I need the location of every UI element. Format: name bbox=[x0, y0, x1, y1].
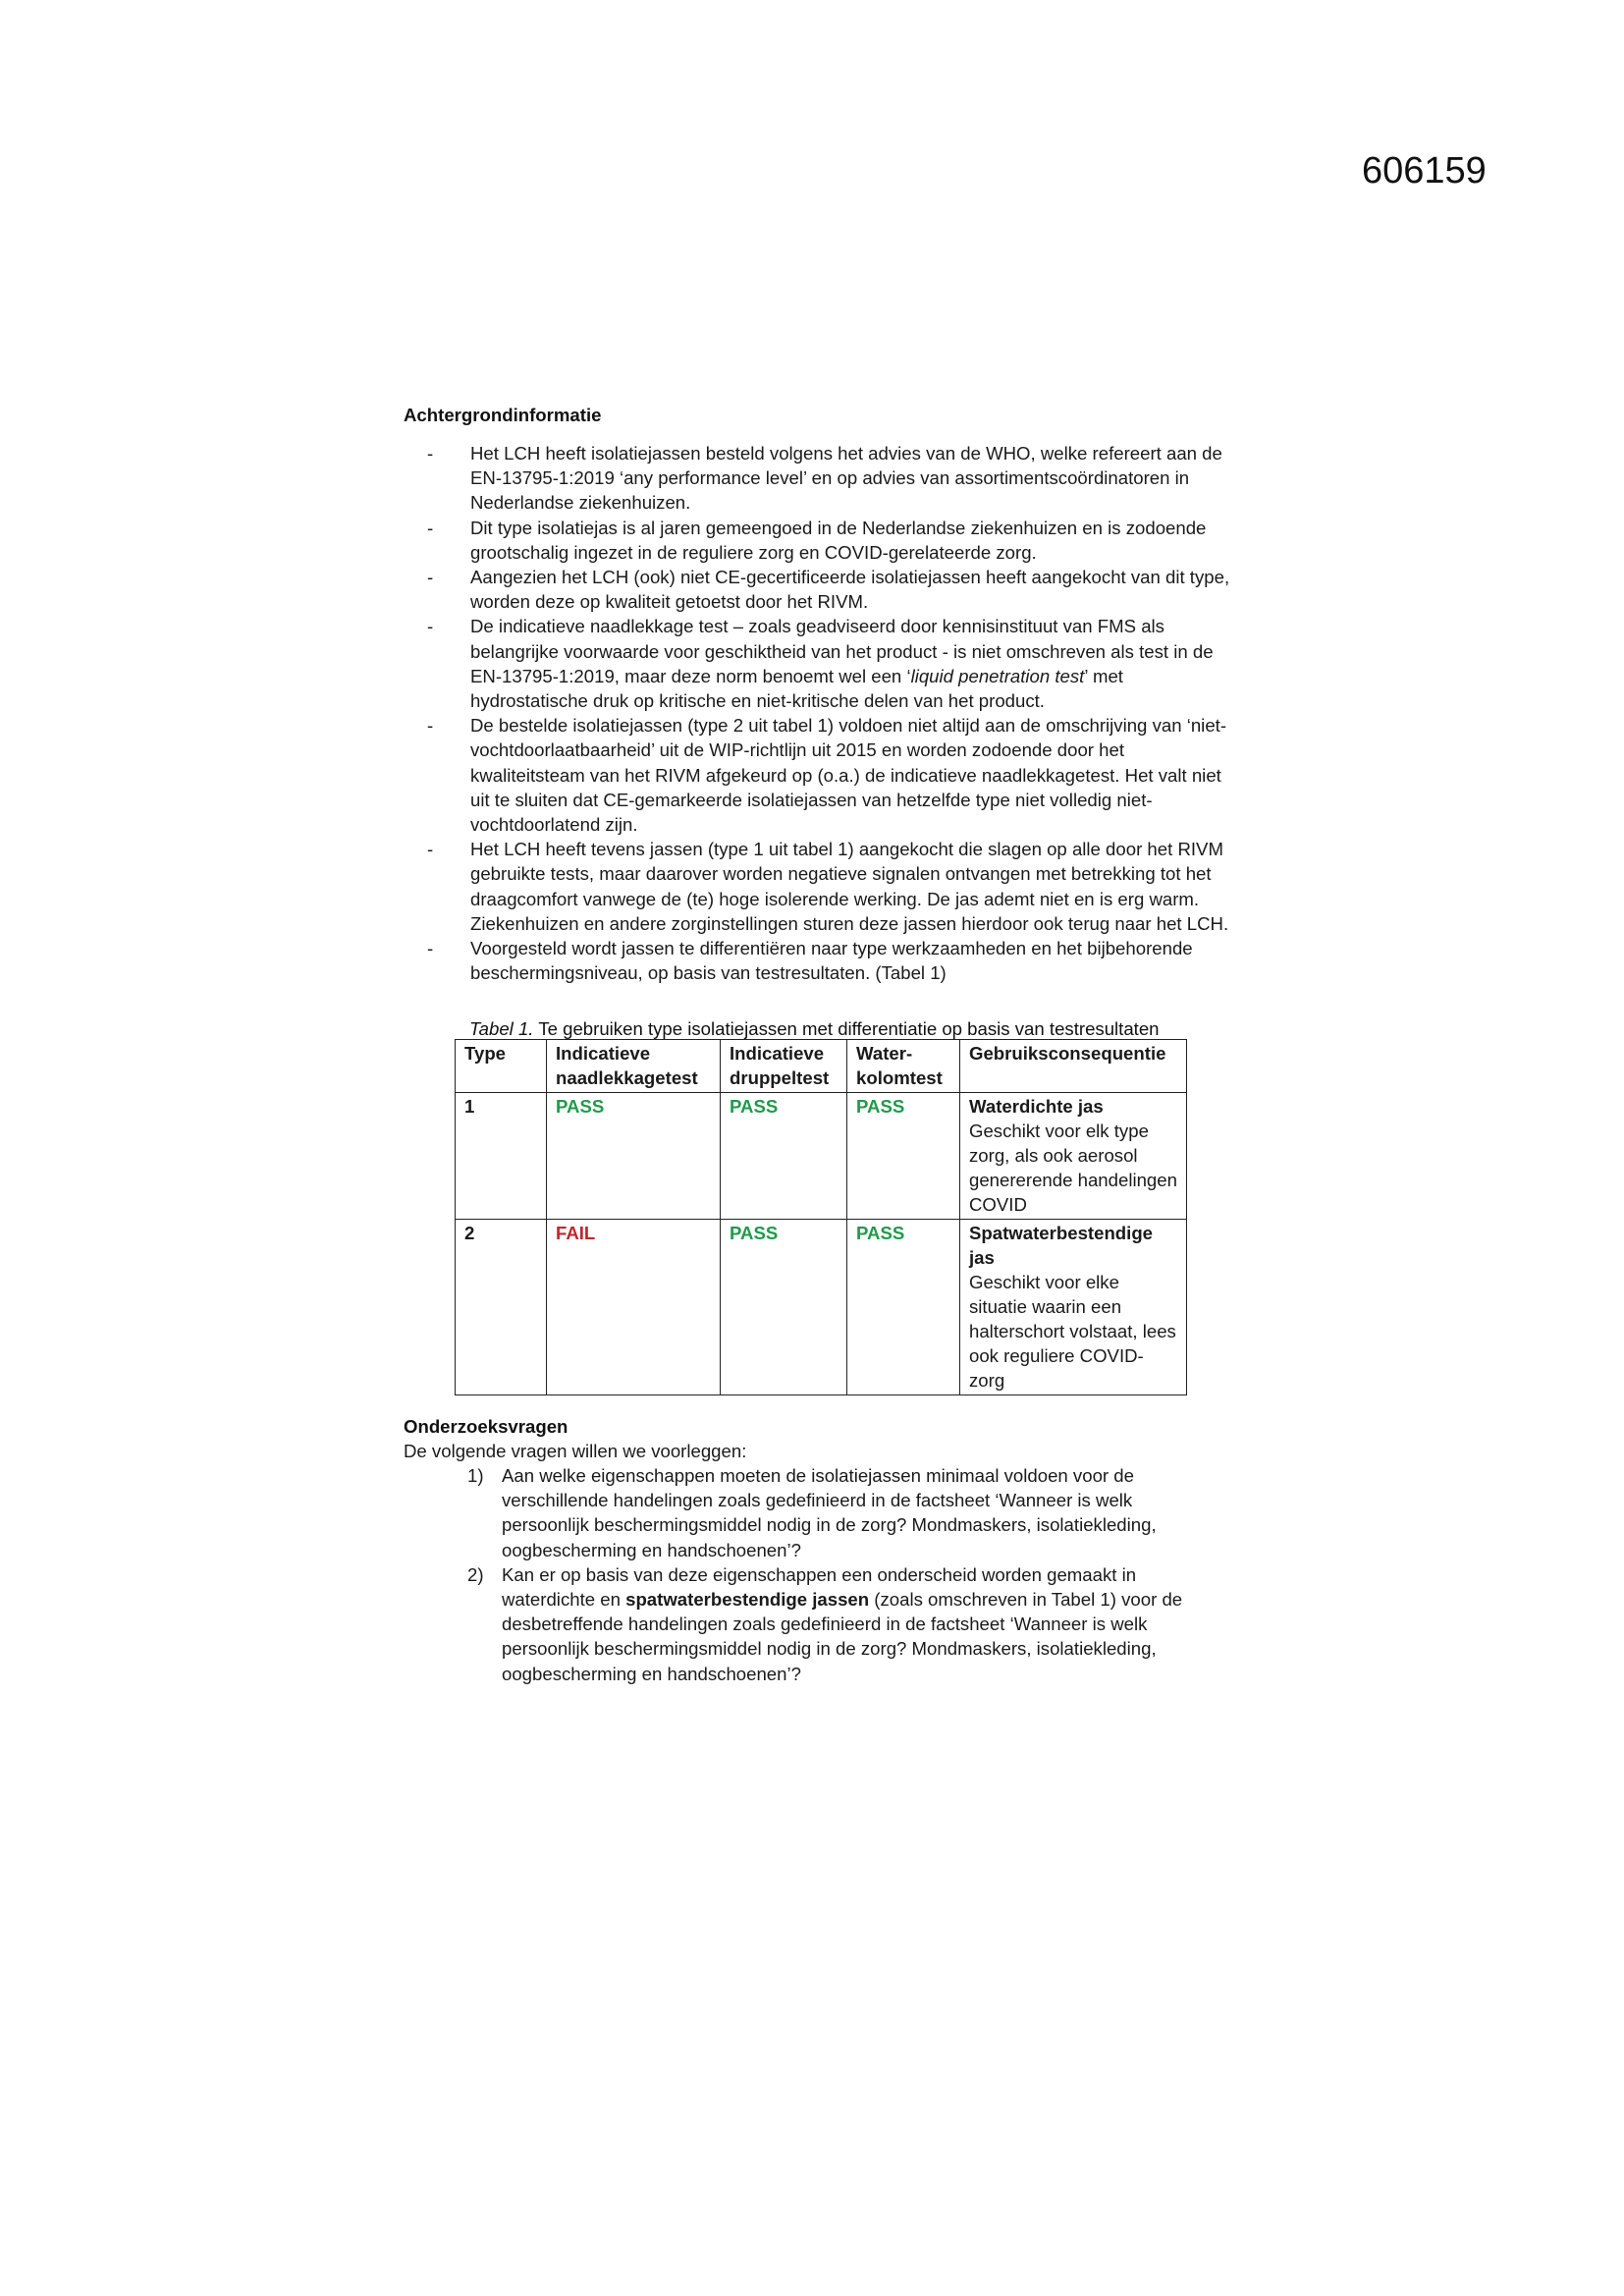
question-text-part: (zoals omschreven in Tabel 1) voor de desbetreffende handelingen zoals gedefinieerd in de factsheet ‘Wanneer is welk persoonlijk beschermingsmiddel nodig in de zorg? Mondmaskers, isolatiekleding, oogbescherming en handschoenen’? bbox=[502, 1589, 1183, 1684]
bullet-text-italic: liquid penetration test bbox=[910, 665, 1085, 686]
bullet-text: Dit type isolatiejas is al jaren gemeengoed in de Nederlandse ziekenhuizen en is zodoende grootschalig ingezet in de reguliere zorg en COVID-gerelateerde zorg. bbox=[470, 517, 1207, 563]
table-caption-text: Te gebruiken type isolatiejassen met differentiatie op basis van testresultaten bbox=[533, 1018, 1160, 1039]
question-item bbox=[404, 1562, 1189, 1686]
section-title-questions: Onderzoeksvragen bbox=[404, 1416, 568, 1437]
consequence-title: Waterdichte jas bbox=[969, 1096, 1104, 1117]
bullet-text-part: De indicatieve naadlekkage test – zoals geadviseerd door kennisinstituut van FMS als belangrijke voorwaarde voor geschiktheid van het product - is niet omschreven als test in de EN-13795-1:2019, maar deze norm benoemt wel een ‘ bbox=[470, 616, 1214, 686]
cell-druppel-result: PASS bbox=[721, 1093, 847, 1220]
bullet-item bbox=[404, 614, 1238, 713]
table-row bbox=[456, 1220, 1187, 1395]
bullet-text: Aangezien het LCH (ook) niet CE-gecertificeerde isolatiejassen heeft aangekocht van dit type, worden deze op kwaliteit getoetst door het RIVM. bbox=[470, 567, 1230, 613]
gown-type-table bbox=[455, 1039, 1187, 1395]
questions-list bbox=[404, 1463, 1189, 1686]
question-text-bold: spatwaterbestendige jassen bbox=[625, 1589, 870, 1611]
question-item bbox=[404, 1463, 1189, 1562]
cell-type: 1 bbox=[456, 1093, 547, 1220]
bullet-dash: - bbox=[427, 517, 434, 538]
bullet-item bbox=[404, 565, 1238, 614]
question-number: 1) bbox=[467, 1465, 484, 1486]
header-type: Type bbox=[456, 1040, 547, 1093]
cell-waterkolom-result: PASS bbox=[847, 1093, 960, 1220]
consequence-description: Geschikt voor elke situatie waarin een halterschort volstaat, lees ook reguliere COVID-zorg bbox=[969, 1272, 1176, 1391]
table-caption bbox=[469, 1016, 1160, 1041]
bullet-text-part: ’ met hydrostatische druk op kritische en niet-kritische delen van het product. bbox=[470, 665, 1123, 712]
bullet-dash: - bbox=[427, 443, 434, 464]
section-title-background: Achtergrondinformatie bbox=[404, 405, 602, 425]
bullet-item bbox=[404, 936, 1238, 985]
consequence-description: Geschikt voor elk type zorg, als ook aerosol genererende handelingen COVID bbox=[969, 1121, 1177, 1215]
bullet-text: Het LCH heeft isolatiejassen besteld volgens het advies van de WHO, welke refereert aan de EN-13795-1:2019 ‘any performance level’ en op advies van assortimentscoördinatoren in Nederlandse ziekenhuizen. bbox=[470, 443, 1222, 514]
bullet-dash: - bbox=[427, 567, 434, 588]
cell-consequence bbox=[960, 1093, 1187, 1220]
bullet-item bbox=[404, 516, 1238, 565]
bullet-item bbox=[404, 837, 1238, 936]
cell-naadlekkage-result: PASS bbox=[547, 1093, 721, 1220]
question-text-part: Kan er op basis van deze eigenschappen een onderscheid worden gemaakt in waterdichte en bbox=[502, 1563, 1137, 1611]
header-waterkolomtest: Water-kolomtest bbox=[847, 1040, 960, 1093]
cell-waterkolom-result: PASS bbox=[847, 1220, 960, 1395]
bullet-dash: - bbox=[427, 715, 434, 737]
table-header-row bbox=[456, 1040, 1187, 1093]
background-bullet-list bbox=[404, 441, 1238, 985]
bullet-text: Voorgesteld wordt jassen te differentiëren naar type werkzaamheden en het bijbehorende beschermingsniveau, op basis van testresultaten. (Tabel 1) bbox=[470, 938, 1193, 984]
bullet-text bbox=[470, 614, 1238, 713]
header-naadlekkagetest: Indicatieve naadlekkagetest bbox=[547, 1040, 721, 1093]
bullet-dash: - bbox=[427, 938, 434, 959]
questions-intro: De volgende vragen willen we voorleggen: bbox=[404, 1441, 747, 1461]
cell-druppel-result: PASS bbox=[721, 1220, 847, 1395]
question-text: Aan welke eigenschappen moeten de isolatiejassen minimaal voldoen voor de verschillende handelingen zoals gedefinieerd in de factsheet ‘Wanneer is welk persoonlijk beschermingsmiddel nodig in de zorg? Mondmaskers, isolatiekleding, oogbescherming en handschoenen’? bbox=[502, 1465, 1157, 1560]
bullet-dash: - bbox=[427, 616, 434, 637]
bullet-text: Het LCH heeft tevens jassen (type 1 uit tabel 1) aangekocht die slagen op alle door het RIVM gebruikte tests, maar daarover worden negatieve signalen ontvangen met betrekking tot het draagcomfort vanwege de (te) hoge isolerende werking. De jas ademt niet en is erg warm. Ziekenhuizen en andere zorginstellingen sturen deze jassen hierdoor ook terug naar het LCH. bbox=[470, 839, 1229, 934]
bullet-item bbox=[404, 713, 1238, 837]
document-number: 606159 bbox=[1362, 150, 1487, 191]
bullet-dash: - bbox=[427, 839, 434, 860]
cell-type: 2 bbox=[456, 1220, 547, 1395]
cell-naadlekkage-result: FAIL bbox=[547, 1220, 721, 1395]
cell-consequence bbox=[960, 1220, 1187, 1395]
header-gebruiksconsequentie: Gebruiksconsequentie bbox=[960, 1040, 1187, 1093]
table-caption-label: Tabel 1. bbox=[469, 1018, 534, 1039]
question-number: 2) bbox=[467, 1563, 484, 1585]
table-row bbox=[456, 1093, 1187, 1220]
bullet-item bbox=[404, 441, 1238, 516]
bullet-text: De bestelde isolatiejassen (type 2 uit tabel 1) voldoen niet altijd aan de omschrijving van ‘niet-vochtdoorlaatbaarheid’ uit de WIP-richtlijn uit 2015 en worden zodoende door het kwaliteitsteam van het RIVM afgekeurd op (o.a.) de indicatieve naadlekkagetest. Het valt niet uit te sluiten dat CE-gemarkeerde isolatiejassen van hetzelfde type niet volledig niet-vochtdoorlatend zijn. bbox=[470, 715, 1227, 836]
header-druppeltest: Indicatieve druppeltest bbox=[721, 1040, 847, 1093]
consequence-title: Spatwaterbestendige jas bbox=[969, 1223, 1154, 1268]
question-text bbox=[502, 1562, 1189, 1686]
